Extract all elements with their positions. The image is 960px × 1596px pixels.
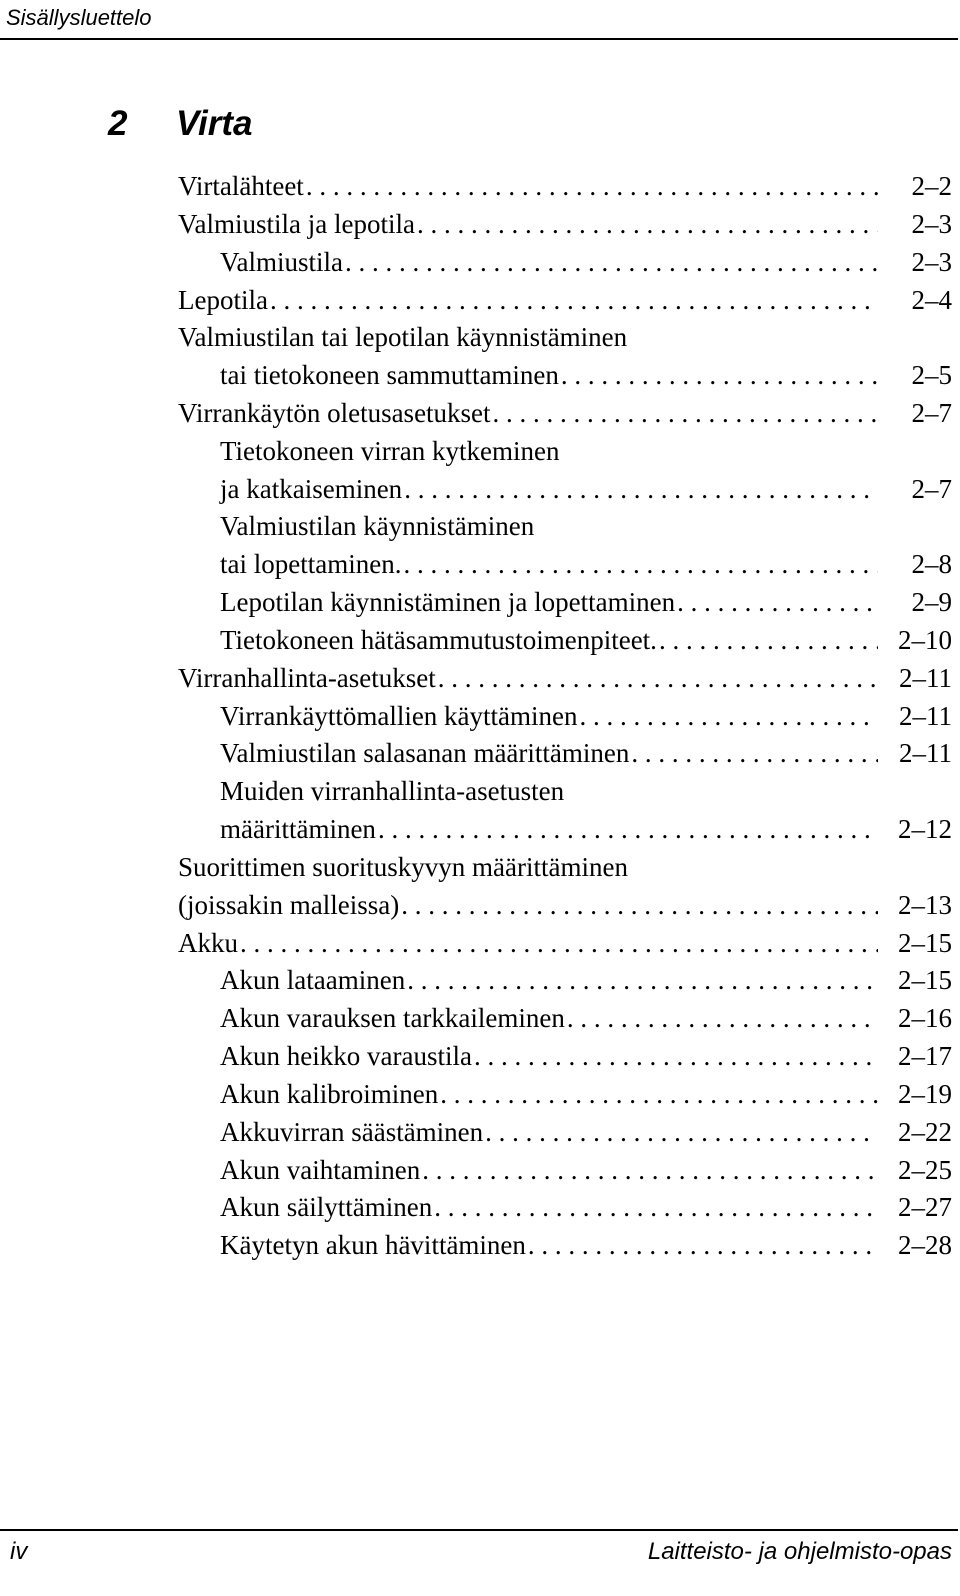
toc-entry-title: määrittäminen	[220, 814, 376, 844]
toc-entry-title: tai tietokoneen sammuttaminen	[220, 360, 559, 390]
toc-entry-page: 2–4	[911, 285, 952, 315]
toc-entry-title-line1: Suorittimen suorituskyvyn määrittäminen	[178, 852, 628, 882]
footer-page-number: iv	[10, 1538, 28, 1565]
toc-entry-page: 2–13	[898, 890, 952, 920]
dot-leader	[567, 999, 878, 1037]
toc-entry-page: 2–3	[911, 209, 952, 239]
toc-entry-title: Valmiustila	[220, 247, 343, 277]
toc-entry[interactable]	[220, 621, 952, 659]
toc-entry[interactable]	[220, 1188, 952, 1226]
toc-entry-page: 2–11	[899, 701, 952, 731]
toc-entry-title: tai lopettaminen.	[220, 549, 402, 579]
toc-entry-title-line1: Valmiustilan käynnistäminen	[220, 511, 535, 541]
toc-entry[interactable]	[178, 886, 952, 924]
toc-entry-page: 2–11	[899, 663, 952, 693]
dot-leader	[407, 961, 878, 999]
running-header: Sisällysluettelo	[6, 5, 152, 30]
dot-leader	[561, 356, 878, 394]
toc-entry-page: 2–7	[911, 398, 952, 428]
header-rule	[0, 38, 958, 40]
toc-entry-title: Akun kalibroiminen	[220, 1079, 439, 1109]
dot-leader	[493, 394, 878, 432]
toc-entry[interactable]	[220, 1113, 952, 1151]
toc-entry-title: Akun lataaminen	[220, 965, 406, 995]
dot-leader	[580, 697, 878, 735]
toc-entry-line1	[220, 432, 952, 470]
toc-entry-title-line1: Tietokoneen virran kytkeminen	[220, 436, 560, 466]
toc-entry[interactable]	[220, 356, 952, 394]
toc-entry-title: Valmiustilan salasanan määrittäminen	[220, 738, 630, 768]
toc-entry-title: Tietokoneen hätäsammutustoimenpiteet.	[220, 625, 657, 655]
toc-entry-title: Valmiustila ja lepotila	[178, 209, 415, 239]
toc-entry[interactable]	[220, 1151, 952, 1189]
toc-entry-title: Lepotila	[178, 285, 268, 315]
dot-leader	[240, 924, 878, 962]
toc-entry-page: 2–9	[911, 587, 952, 617]
dot-leader	[440, 1075, 878, 1113]
toc-entry-title-line1: Valmiustilan tai lepotilan käynnistäminen	[178, 322, 628, 352]
toc-entry-page: 2–19	[898, 1079, 952, 1109]
dot-leader	[345, 243, 878, 281]
toc-entry-page: 2–28	[898, 1230, 952, 1260]
toc-entry[interactable]	[220, 999, 952, 1037]
toc-entry-title: Virtalähteet	[178, 171, 304, 201]
toc-entry[interactable]	[178, 924, 952, 962]
toc-entry[interactable]	[178, 394, 952, 432]
toc-entry-page: 2–17	[898, 1041, 952, 1071]
toc-entry[interactable]	[178, 167, 952, 205]
toc-entry-page: 2–22	[898, 1117, 952, 1147]
dot-leader	[434, 1188, 878, 1226]
toc-entry[interactable]	[220, 470, 952, 508]
toc-entry-page: 2–25	[898, 1155, 952, 1185]
dot-leader	[422, 1151, 878, 1189]
toc-entry[interactable]	[220, 1226, 952, 1264]
toc-entry[interactable]	[220, 697, 952, 735]
toc-entry-title-line1: Muiden virranhallinta-asetusten	[220, 776, 565, 806]
dot-leader	[401, 886, 878, 924]
toc-entry[interactable]	[220, 961, 952, 999]
dot-leader	[378, 810, 878, 848]
toc-entry[interactable]	[220, 1075, 952, 1113]
toc-entry-page: 2–7	[911, 474, 952, 504]
toc-entry[interactable]	[178, 205, 952, 243]
toc-entry-page: 2–8	[911, 549, 952, 579]
dot-leader	[306, 167, 878, 205]
toc-entry-line1	[220, 772, 952, 810]
dot-leader	[485, 1113, 878, 1151]
dot-leader	[417, 205, 878, 243]
dot-leader	[404, 470, 878, 508]
toc-entry-title: Akun vaihtaminen	[220, 1155, 421, 1185]
dot-leader	[528, 1226, 878, 1264]
toc-entry-title: (joissakin malleissa)	[178, 890, 400, 920]
toc-entry-title: Akkuvirran säästäminen	[220, 1117, 484, 1147]
dot-leader	[403, 545, 878, 583]
toc-entry-page: 2–10	[898, 625, 952, 655]
toc-entry-line1	[178, 318, 952, 356]
toc-entry-title: Virranhallinta-asetukset	[178, 663, 436, 693]
toc-entry-page: 2–15	[898, 965, 952, 995]
toc-entry-title: Lepotilan käynnistäminen ja lopettaminen	[220, 587, 676, 617]
toc-entry-title: Akun varauksen tarkkaileminen	[220, 1003, 565, 1033]
toc-entry-title: ja katkaiseminen	[220, 474, 403, 504]
chapter-number: 2	[108, 104, 128, 143]
toc-entry-page: 2–16	[898, 1003, 952, 1033]
dot-leader	[631, 734, 878, 772]
toc-entry-line1	[220, 507, 952, 545]
toc-entry[interactable]	[220, 583, 952, 621]
dot-leader	[438, 659, 878, 697]
footer-rule	[0, 1529, 958, 1531]
toc-entry-title: Akun säilyttäminen	[220, 1192, 433, 1222]
footer-book-title: Laitteisto- ja ohjelmisto-opas	[647, 1538, 952, 1565]
dot-leader	[270, 281, 878, 319]
toc-entry-page: 2–5	[911, 360, 952, 390]
toc-entry-title: Virrankäyttömallien käyttäminen	[220, 701, 578, 731]
toc-entry-page: 2–12	[898, 814, 952, 844]
toc-entry[interactable]	[220, 243, 952, 281]
dot-leader	[659, 621, 878, 659]
toc-entry[interactable]	[178, 281, 952, 319]
toc-entry-title: Käytetyn akun hävittäminen	[220, 1230, 526, 1260]
chapter-heading	[108, 104, 253, 144]
toc-entry-title: Akku	[178, 928, 238, 958]
toc-entry[interactable]	[220, 734, 952, 772]
toc-entry-line1	[178, 848, 952, 886]
dot-leader	[474, 1037, 878, 1075]
toc-entry-title: Akun heikko varaustila	[220, 1041, 472, 1071]
toc-entry[interactable]	[178, 659, 952, 697]
toc-entry-page: 2–15	[898, 928, 952, 958]
toc-entry-title: Virrankäytön oletusasetukset	[178, 398, 491, 428]
toc-entry-page: 2–3	[911, 247, 952, 277]
toc-entry-page: 2–2	[911, 171, 952, 201]
chapter-title: Virta	[176, 104, 253, 143]
toc-entry[interactable]	[220, 545, 952, 583]
toc-entry[interactable]	[220, 810, 952, 848]
dot-leader	[677, 583, 878, 621]
toc-entry[interactable]	[220, 1037, 952, 1075]
toc-entry-page: 2–27	[898, 1192, 952, 1222]
toc-entry-page: 2–11	[899, 738, 952, 768]
